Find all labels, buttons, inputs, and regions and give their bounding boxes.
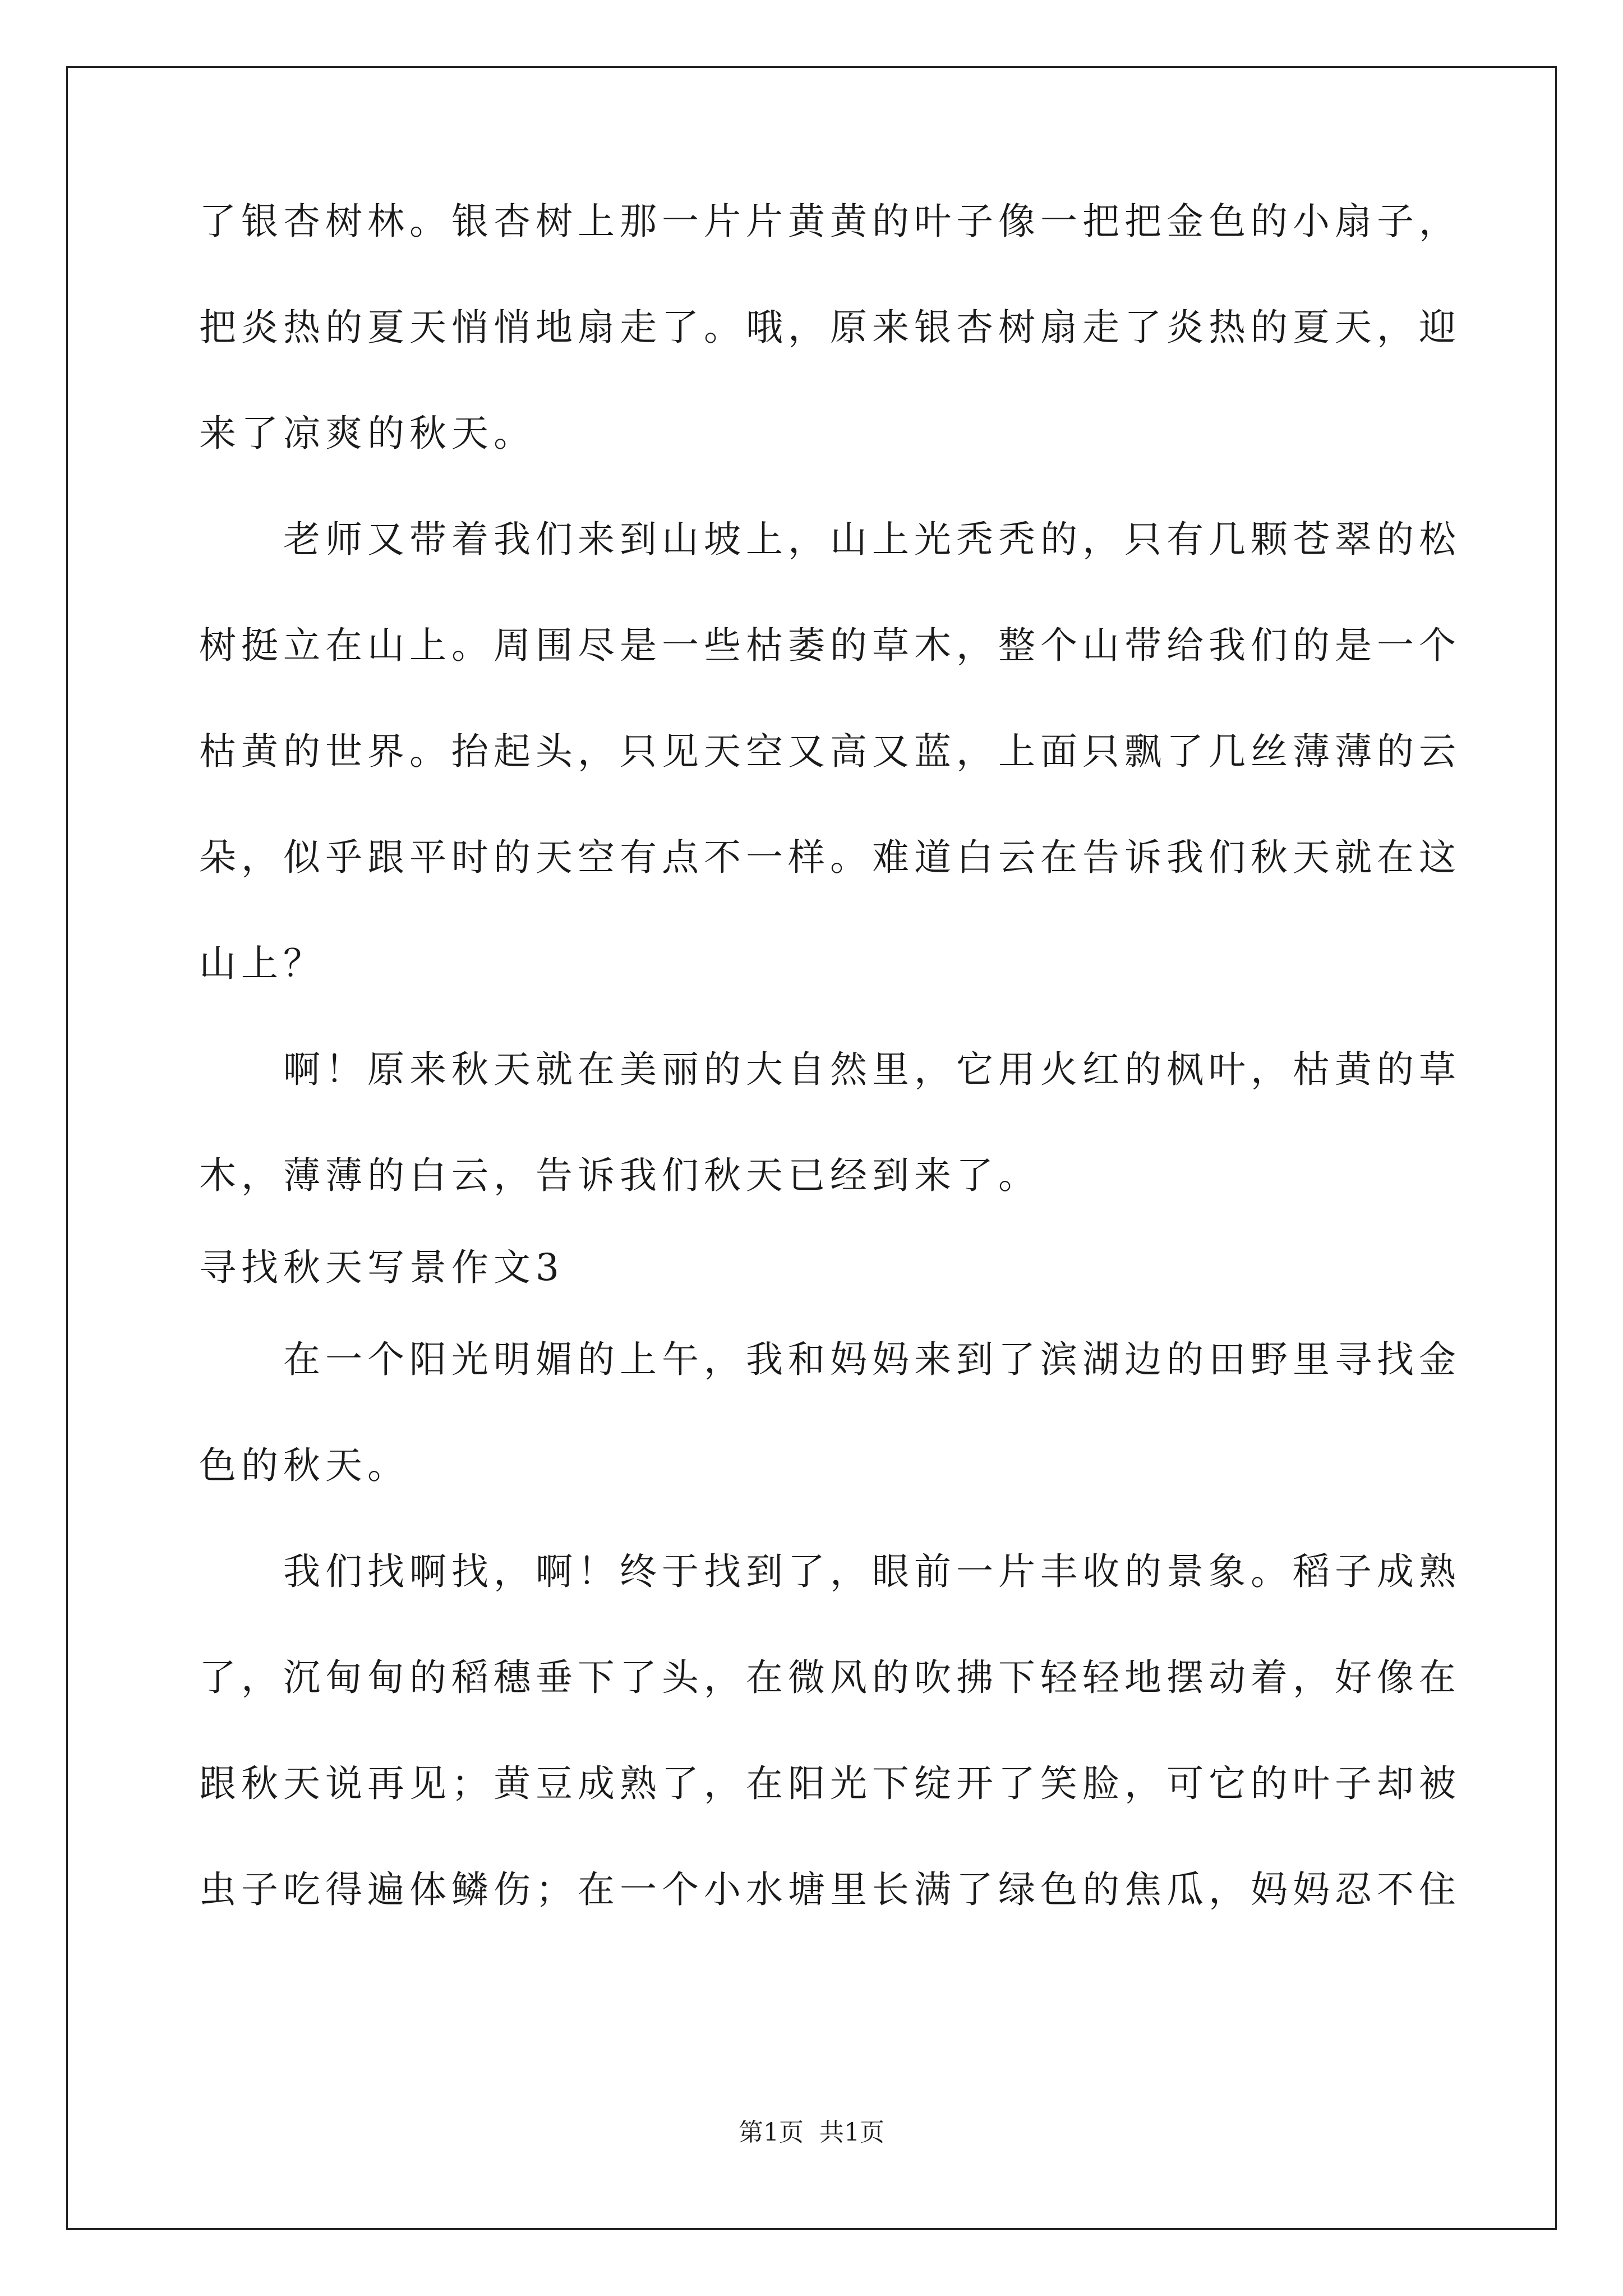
text-line: 朵，似乎跟平时的天空有点不一样。难道白云在告诉我们秋天就在这 — [199, 836, 1461, 879]
section-heading: 寻找秋天写景作文3 — [199, 1246, 564, 1289]
text-line: 把炎热的夏天悄悄地扇走了。哦，原来银杏树扇走了炎热的夏天，迎 — [199, 306, 1461, 349]
paragraph-start-line: 在一个阳光明媚的上午，我和妈妈来到了滨湖边的田野里寻找金 — [283, 1338, 1461, 1381]
paragraph-start-line: 啊！原来秋天就在美丽的大自然里，它用火红的枫叶，枯黄的草 — [283, 1048, 1461, 1091]
text-line: 虫子吃得遍体鳞伤；在一个小水塘里长满了绿色的焦瓜，妈妈忍不住 — [199, 1868, 1461, 1911]
paragraph-start-line: 我们找啊找，啊！终于找到了，眼前一片丰收的景象。稻子成熟 — [283, 1550, 1461, 1593]
text-line: 了，沉甸甸的稻穗垂下了头，在微风的吹拂下轻轻地摆动着，好像在 — [199, 1656, 1461, 1699]
text-line: 木，薄薄的白云，告诉我们秋天已经到来了。 — [199, 1154, 1040, 1197]
text-line: 色的秋天。 — [199, 1444, 409, 1487]
text-line: 枯黄的世界。抬起头，只见天空又高又蓝，上面只飘了几丝薄薄的云 — [199, 730, 1461, 773]
text-line: 山上？ — [199, 942, 325, 985]
text-line: 跟秋天说再见；黄豆成熟了，在阳光下绽开了笑脸，可它的叶子却被 — [199, 1762, 1461, 1805]
paragraph-start-line: 老师又带着我们来到山坡上，山上光秃秃的，只有几颗苍翠的松 — [283, 518, 1461, 561]
text-line: 了银杏树林。银杏树上那一片片黄黄的叶子像一把把金色的小扇子， — [199, 200, 1461, 243]
text-line: 树挺立在山上。周围尽是一些枯萎的草木，整个山带给我们的是一个 — [199, 624, 1461, 667]
page-number-footer: 第1页 共1页 — [739, 2118, 884, 2147]
text-line: 来了凉爽的秋天。 — [199, 412, 536, 455]
